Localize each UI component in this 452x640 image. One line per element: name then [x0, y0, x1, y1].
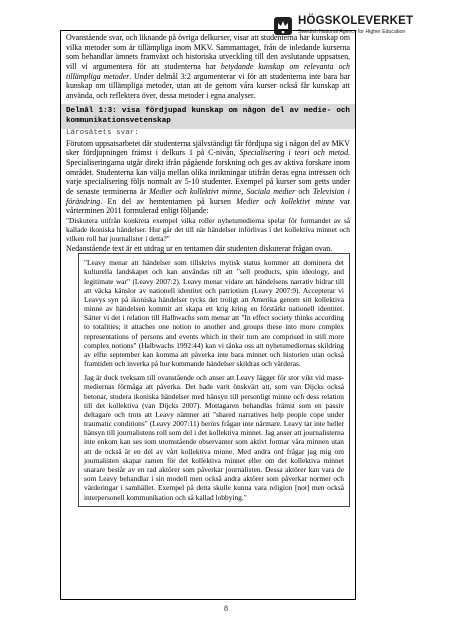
excerpt-lead: Nedanstående text är ett utdrag ur en tentamen där studenten diskuterar frågan ovan.	[66, 243, 333, 253]
page-number: 8	[224, 604, 228, 613]
student-answer-block	[78, 253, 350, 506]
section-heading: Delmål 1:3: visa fördjupad kunskap om någon del av medie- och kommunikationsvetenskap	[66, 107, 350, 125]
answer-paragraph-1: "Leavy menar att händelser som tillskrivs mytisk status kommer att dominera det kulturella landskapet och kan användas till att "sell products, spin ideology, and legitimate war" (Leavy 2007:2). Leavy menar vidare att händelsens narrativ bidrar till att väcka känslor av nationell identitet och patriotism (Leavy 2007:9). Accepterar vi Leavys syn på ikoniska händelser tycks det troligt att Amerika genom sitt kollektiva minne av händelsen kommit att skapa ett krig kring en förstärkt nationell identitet. Sätter vi det i relation till Halbwachs som menar att "In effect society thinks according to totalities; it attaches one notion to another and groups these into more complex representations of persons and events which in their turn are comprised in still more complex notions" (Halbwachs 1992:44) kan vi tänka oss att nyhetsmediernas skildring av elfte september kan komma att påverka inte bara minnet och historien utan också framtiden och inverka på hur kommande händelser skildras och värderas.	[84, 258, 344, 369]
paragraph-specialisation: Förutom uppsatsarbetet där studenterna självständigt får fördjupa sig i någon del av MKV sker fördjupningen främst i delkurs 1 på C-nivån, Specialisering i teori och metod. Specialiseringarna utgår direkt ifrån pågående forskning och ges av aktiva forskare inom området. Studenterna kan välja mellan olika inriktningar utifrån deras egna intressen och varje specialisering följs normalt av 5-10 studenter. Exempel på kurser som getts under de senaste terminerna är Medier och kollektivt minne, Sociala medier och Television i förändring. En del av hemtentamen på kursen Medier och kollektivt minne var vårterminen 2011 formulerad enligt följande:	[66, 138, 351, 216]
exam-question-quote: "Diskutera utifrån konkreta exempel vilka roller nyhetsmedierna spelar för formandet av så kallade ikoniska händelser. Hur går det till när händelser införlivas i det kollektiva minnet och vilken roll har journalister i detta?"	[66, 215, 350, 244]
section-heading-box	[61, 104, 355, 129]
document-frame	[60, 30, 356, 600]
paragraph-intro: Ovanstående svar, och liknande på övriga delkurser, visar att studenterna har kunskap om vilka metoder som är tillämpliga inom MKV. Sammantaget, från de inledande kurserna som behandlar ämnets framväxt och historiska utveckling till den avslutande uppsatsen, vill vi argumentera för att studenterna har betydande kunskap om relevanta och tillämpliga metoder. Under delmål 3:2 argumenterar vi för att studenterna inte bara har kunskap om tillämpliga metoder, utan att de genom våra kurser också får kunskap att använda, och reflektera över, dessa metoder i egna analyser.	[66, 33, 350, 100]
answer-subheading: Lärosätets svar:	[66, 129, 139, 138]
answer-paragraph-2: Jag är dock tveksam till ovanstående och anser att Leavy lägger för stor vikt vid mass-mediernas förmåga att påverka. Det hade varit önskvärt att, som van Dijcks också betonar, studera ikoniska händelser med hänsyn till personligt minne och dess relation till det kollektiva (van Dijcks 2007). Mottagaren behandlas främst som en passiv deltagare och trots att Leavy nämner att "shared narratives help people cope under traumatic conditions" (Leavy 2007:11) berörs frågan inte närmare. Leavy tar inte heller hänsyn till journalistens roll som del i det kollektiva minnet. Jag anser att journalisterna inte enkom kan ses som utomstående observanter som aktivt formar våra minnen utan att de också är en del av vårt kollektiva minne. Med andra ord frågar jag mig om journalisten skapar ramen för det kollektiva minnet eller om det kollektiva minnet snarare består av en rad aktörer som påverkar journalisten. Dessa aktörer kan vara de som Leavy behandlar i sin modell men också andra aktörer som påverkar normer och värderingar i samhället. Exempel på detta skulle kunna vara religion [not] men också interpersonell kommunikation och så kallad lobbying."	[84, 373, 344, 502]
logo-subtitle: Swedish National Agency for Higher Education	[298, 29, 406, 35]
logo-title: HÖGSKOLEVERKET	[298, 15, 414, 27]
